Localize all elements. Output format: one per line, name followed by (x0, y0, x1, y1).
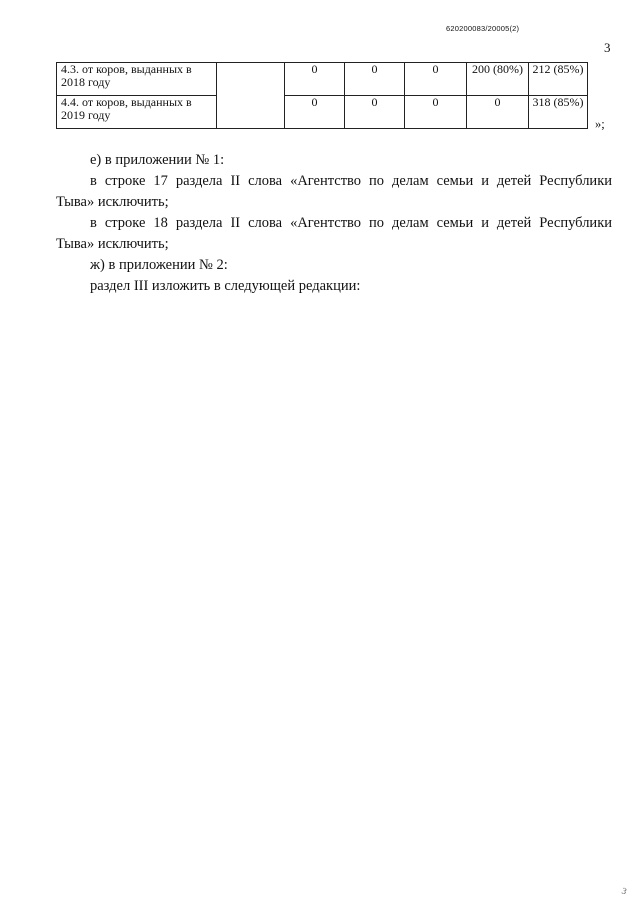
table-cell: 318 (85%) (529, 96, 588, 129)
paragraph-row-18: в строке 18 раздела II слова «Агентство по делам семьи и детей Республики (90, 215, 612, 231)
table-cell: 200 (80%) (467, 63, 529, 96)
paragraph-row-17-cont: Тыва» исключить; (56, 194, 169, 210)
document-id: 620200083/20005(2) (446, 24, 520, 33)
table-cell: 0 (285, 96, 345, 129)
corner-mark: 3 (620, 885, 629, 897)
paragraph-row-18-cont: Тыва» исключить; (56, 236, 169, 252)
table-cell: 0 (467, 96, 529, 129)
page-number: 3 (604, 40, 611, 55)
paragraph-appendix-2: ж) в приложении № 2: (90, 257, 228, 273)
table-row (57, 63, 588, 96)
data-table (56, 62, 588, 129)
closing-quote: »; (595, 117, 605, 131)
table-cell: 0 (405, 63, 467, 96)
table-row (57, 96, 588, 129)
table-cell: 0 (285, 63, 345, 96)
table-cell-empty (217, 63, 285, 129)
paragraph-row-17: в строке 17 раздела II слова «Агентство по делам семьи и детей Республики (90, 173, 612, 189)
table-cell: 0 (345, 96, 405, 129)
paragraph-appendix-1: е) в приложении № 1: (90, 152, 225, 168)
row-label: 4.3. от коров, выданных в 2018 году (57, 63, 217, 96)
table-cell: 212 (85%) (529, 63, 588, 96)
row-label: 4.4. от коров, выданных в 2019 году (57, 96, 217, 129)
table-cell: 0 (345, 63, 405, 96)
table-cell: 0 (405, 96, 467, 129)
paragraph-section-3: раздел III изложить в следующей редакции: (90, 278, 361, 294)
